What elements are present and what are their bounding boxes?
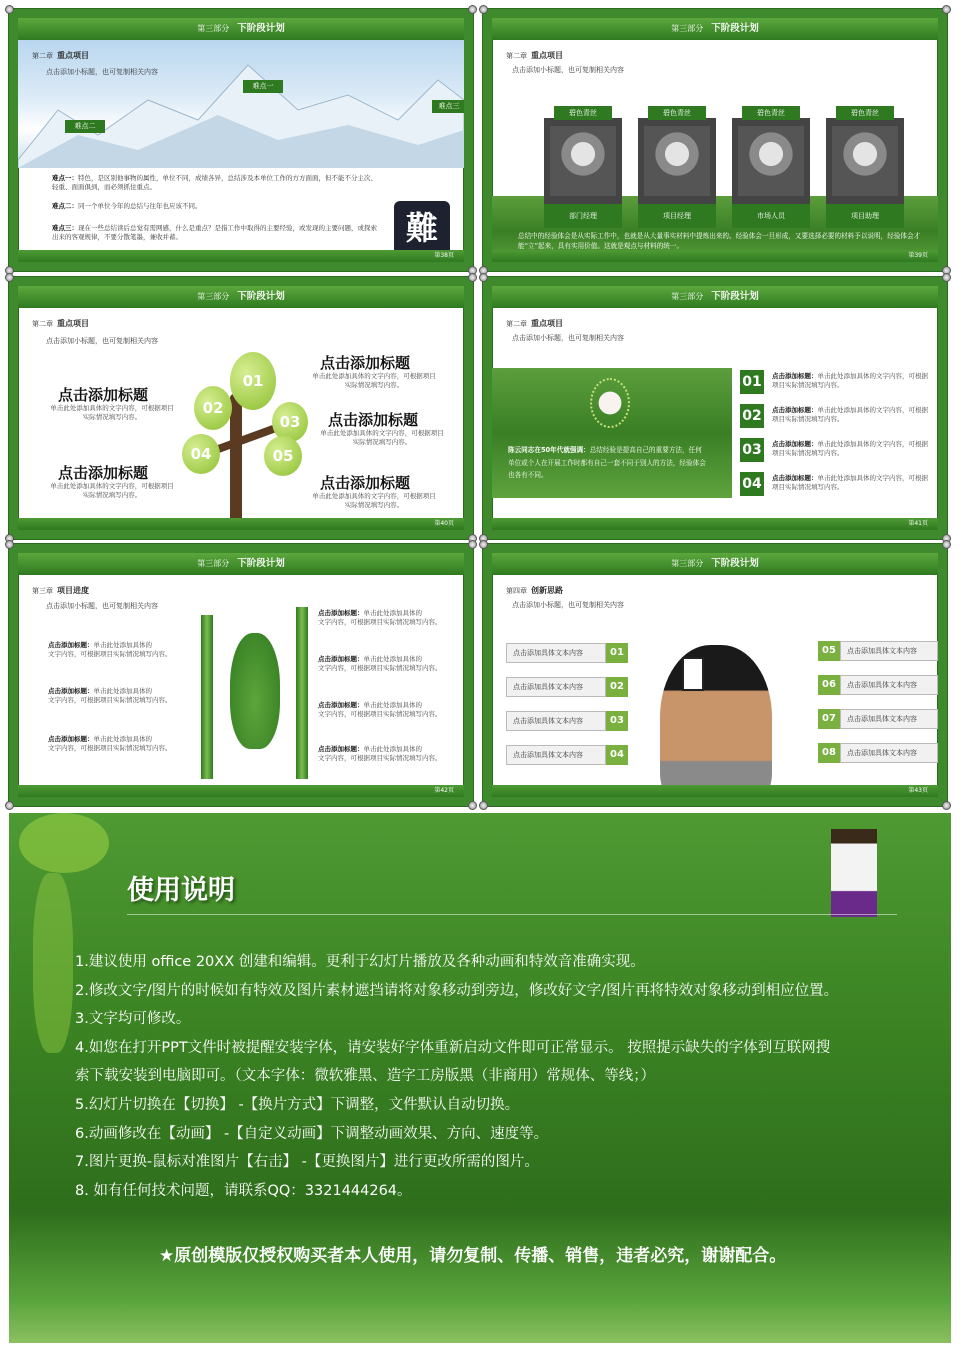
text-box-04[interactable]: 点击添加具体文本内容: [506, 745, 606, 765]
bolt-icon: [942, 801, 951, 810]
heading-left-2: 点击添加标题: [58, 464, 149, 482]
section-label: 下阶段计划: [237, 23, 285, 34]
item-01: 01 点击添加标题：单击此处添加具体的文字内容，可根据项目实际情况填写内容。: [740, 370, 940, 394]
bolt-icon: [479, 801, 488, 810]
left-item-2: 点击添加标题：单击此处添加具体的 文字内容，可根据项目实际情况填写内容。: [48, 687, 172, 705]
person-photo: [550, 126, 616, 196]
part-label: 第三部分: [197, 24, 230, 33]
right-item-1: 点击添加标题：单击此处添加具体的 文字内容，可根据项目实际情况填写内容。: [318, 609, 442, 627]
leaf-03: 03: [272, 402, 308, 442]
subtitle: 点击添加小标题，也可复制相关内容: [512, 66, 624, 74]
slide-header: 第三部分 下阶段计划: [492, 286, 938, 308]
person-card-4: 碧色青丝 项目助理: [826, 118, 904, 228]
leaf-04: 04: [182, 434, 220, 474]
footprint-icon: [230, 633, 280, 749]
notes-line-5: 索下载安装到电脑即可。（文本字体：微软雅黑、造字工房版黑（非商用）常规体、等线；）: [75, 1068, 655, 1085]
leaf-01: 01: [230, 352, 276, 410]
tree-trunk: [230, 394, 242, 524]
chapter: 第三章 项目进度: [32, 586, 89, 595]
bolt-icon: [5, 273, 14, 282]
page-number: 第39页: [492, 250, 938, 262]
slide-43[interactable]: [483, 544, 947, 806]
heading-right-1: 点击添加标题: [320, 354, 411, 372]
person-photo: [738, 126, 804, 196]
person-card-2: 碧色青丝 项目经理: [638, 118, 716, 228]
right-item-2: 点击添加标题：单击此处添加具体的 文字内容，可根据项目实际情况填写内容。: [318, 655, 442, 673]
slide-header: 第三部分 下阶段计划: [492, 553, 938, 575]
quote: 陈云同志在50年代就强调：总结经验是提高自己的重要方法，任何单位或个人在开展工作时都有自己一套不同于别人的方法，经验体会也各有不同。: [508, 446, 706, 480]
person-card-1: 碧色青丝 部门经理: [544, 118, 622, 228]
flag-1: 难点一: [243, 80, 283, 93]
heading-right-3: 点击添加标题: [320, 474, 411, 492]
text-box-03[interactable]: 点击添加具体文本内容: [506, 711, 606, 731]
subtitle: 点击添加小标题，也可复制相关内容: [512, 601, 624, 609]
subtitle: 点击添加小标题，也可复制相关内容: [46, 68, 158, 76]
leaf-02: 02: [194, 386, 232, 430]
num-07: 07: [818, 709, 840, 729]
rabbit-icon: [590, 378, 630, 428]
body-right-2: 单击此处添加具体的文字内容，可根据项目实际情况填写内容。: [320, 429, 444, 447]
flag-3: 难点三: [432, 100, 466, 113]
text-box-06[interactable]: 点击添加具体文本内容: [840, 675, 938, 695]
notes-line-1: 1.建议使用 office 20XX 创建和编辑。更利于幻灯片播放及各种动画和特效音准确实现。: [75, 954, 645, 970]
chapter: 第二章 重点项目: [32, 51, 89, 60]
bolt-icon: [942, 5, 951, 14]
text-box-02[interactable]: 点击添加具体文本内容: [506, 677, 606, 697]
heading-right-2: 点击添加标题: [328, 411, 419, 429]
notes-line-9: 8. 如有任何技术问题，请联系QQ：3321444264。: [75, 1182, 412, 1199]
progress-bar-left: [201, 615, 213, 779]
page-number: 第43页: [492, 785, 938, 797]
page-number: 第40页: [18, 518, 464, 530]
chapter: 第二章 重点项目: [32, 319, 89, 328]
num-05: 05: [818, 641, 840, 661]
num-04: 04: [606, 745, 628, 765]
right-item-3: 点击添加标题：单击此处添加具体的 文字内容，可根据项目实际情况填写内容。: [318, 701, 442, 719]
num-03: 03: [606, 711, 628, 731]
vine-decoration: [19, 813, 109, 873]
num-08: 08: [818, 743, 840, 763]
slide-41[interactable]: [483, 277, 947, 539]
page-number: 第41页: [492, 518, 938, 530]
slide-38[interactable]: [9, 9, 473, 271]
bolt-icon: [479, 273, 488, 282]
bolt-icon: [468, 540, 477, 549]
num-01: 01: [606, 643, 628, 663]
notes-line-8: 7.图片更换-鼠标对准图片【右击】 -【更换图片】进行更改所需的图片。: [75, 1154, 539, 1171]
person-card-3: 碧色青丝 市场人员: [732, 118, 810, 228]
notes-line-2: 2.修改文字/图片的时候如有特效及图片素材遮挡请将对象移动到旁边，修改好文字/图片再将特效对象移动到相应位置。: [75, 982, 839, 999]
bolt-icon: [479, 540, 488, 549]
item-04: 04 点击添加标题：单击此处添加具体的文字内容，可根据项目实际情况填写内容。: [740, 472, 940, 496]
description: 总结中的经验体会是从实际工作中，也就是从大量事实材料中提炼出来的。经验体会一旦形成，又要选择必要的材料予以说明，经验体会才能“立”起来，具有实用价值。这就是观点与材料的统一。: [518, 232, 921, 250]
person-photo: [832, 126, 898, 196]
subtitle: 点击添加小标题，也可复制相关内容: [46, 337, 158, 345]
door-icon: [682, 657, 704, 691]
slide-header: [18, 18, 464, 40]
slide-header: 第三部分 下阶段计划: [492, 18, 938, 40]
notes-title: 使用说明: [127, 875, 235, 906]
bolt-icon: [468, 5, 477, 14]
subtitle: 点击添加小标题，也可复制相关内容: [46, 602, 158, 610]
slide-header: 第三部分 下阶段计划: [18, 286, 464, 308]
notes-line-7: 6.动画修改在【动画】 -【自定义动画】下调整动画效果、方向、速度等。: [75, 1125, 549, 1142]
notes-body: [75, 948, 935, 1205]
bolt-icon: [5, 5, 14, 14]
bolt-icon: [942, 540, 951, 549]
bolt-icon: [5, 540, 14, 549]
vine-decoration: [33, 873, 73, 1053]
notes-line-4: 4.如您在打开PPT文件时被提醒安装字体，请安装好字体重新启动文件即可正常显示。 按照提示缺失的字体到互联网搜: [75, 1039, 831, 1056]
page-number: 第42页: [18, 785, 464, 797]
progress-bar-right: [296, 607, 308, 779]
leaf-05: 05: [264, 436, 302, 476]
page-number: 第38页: [18, 250, 464, 262]
num-06: 06: [818, 675, 840, 695]
presenter-figure: [831, 829, 877, 917]
body-right-3: 单击此处添加具体的文字内容，可根据项目实际情况填写内容。: [312, 492, 436, 510]
point-2: 难点二：同一个单位今年的总结与往年也应该不同。: [52, 202, 202, 210]
bolt-icon: [468, 801, 477, 810]
notes-line-6: 5.幻灯片切换在【切换】 -【换片方式】下调整，文件默认自动切换。: [75, 1096, 520, 1113]
point-3: 难点三：现在一些总结读后总觉有需网感，什么是重点？是指工作中取得的主要经验，或发现的主要问题，或探索出来的客观规律，不要分散笔墨，兼收并蓄。: [52, 224, 377, 242]
slide-40[interactable]: [9, 277, 473, 539]
heading-left-1: 点击添加标题: [58, 386, 149, 404]
subtitle: 点击添加小标题，也可复制相关内容: [512, 334, 624, 342]
text-box-01[interactable]: 点击添加具体文本内容: [506, 643, 606, 663]
right-item-4: 点击添加标题：单击此处添加具体的 文字内容，可根据项目实际情况填写内容。: [318, 745, 442, 763]
chapter: 第二章 重点项目: [506, 319, 563, 328]
chapter: 第二章 重点项目: [506, 51, 563, 60]
point-1: 难点一：特色，是区别他事物的属性，单位不同，成绩各异，总结涉及本单位工作的方方面面，但不能不分主次、轻重、面面俱到，而必须抓住重点。: [52, 174, 377, 192]
bolt-icon: [942, 273, 951, 282]
item-02: 02 点击添加标题：单击此处添加具体的文字内容，可根据项目实际情况填写内容。: [740, 404, 940, 428]
body-left-1: 单击此处添加具体的文字内容，可根据项目实际情况填写内容。: [50, 404, 174, 422]
slide-39[interactable]: [483, 9, 947, 271]
usage-instructions-slide[interactable]: [9, 813, 951, 1343]
bolt-icon: [5, 801, 14, 810]
bolt-icon: [479, 5, 488, 14]
bolt-icon: [468, 273, 477, 282]
left-item-3: 点击添加标题：单击此处添加具体的 文字内容，可根据项目实际情况填写内容。: [48, 735, 172, 753]
title-divider: [127, 914, 897, 915]
chapter: 第四章 创新思路: [506, 586, 563, 595]
num-02: 02: [606, 677, 628, 697]
person-photo: [644, 126, 710, 196]
nan-badge-icon: 難: [394, 201, 450, 255]
text-box-07[interactable]: 点击添加具体文本内容: [840, 709, 938, 729]
flag-2: 难点二: [65, 120, 105, 133]
notes-line-3: 3.文字均可修改。: [75, 1011, 191, 1028]
left-item-1: 点击添加标题：单击此处添加具体的 文字内容，可根据项目实际情况填写内容。: [48, 641, 172, 659]
thinking-head-image: [660, 645, 772, 805]
text-box-08[interactable]: 点击添加具体文本内容: [840, 743, 938, 763]
slide-42[interactable]: [9, 544, 473, 806]
item-03: 03 点击添加标题：单击此处添加具体的文字内容，可根据项目实际情况填写内容。: [740, 438, 940, 462]
text-box-05[interactable]: 点击添加具体文本内容: [840, 641, 938, 661]
body-left-2: 单击此处添加具体的文字内容，可根据项目实际情况填写内容。: [50, 482, 174, 500]
copyright-notice: ★原创模版仅授权购买者本人使用，请勿复制、传播、销售，违者必究，谢谢配合。: [159, 1246, 787, 1266]
body-right-1: 单击此处添加具体的文字内容，可根据项目实际情况填写内容。: [312, 372, 436, 390]
slide-header: 第三部分 下阶段计划: [18, 553, 464, 575]
